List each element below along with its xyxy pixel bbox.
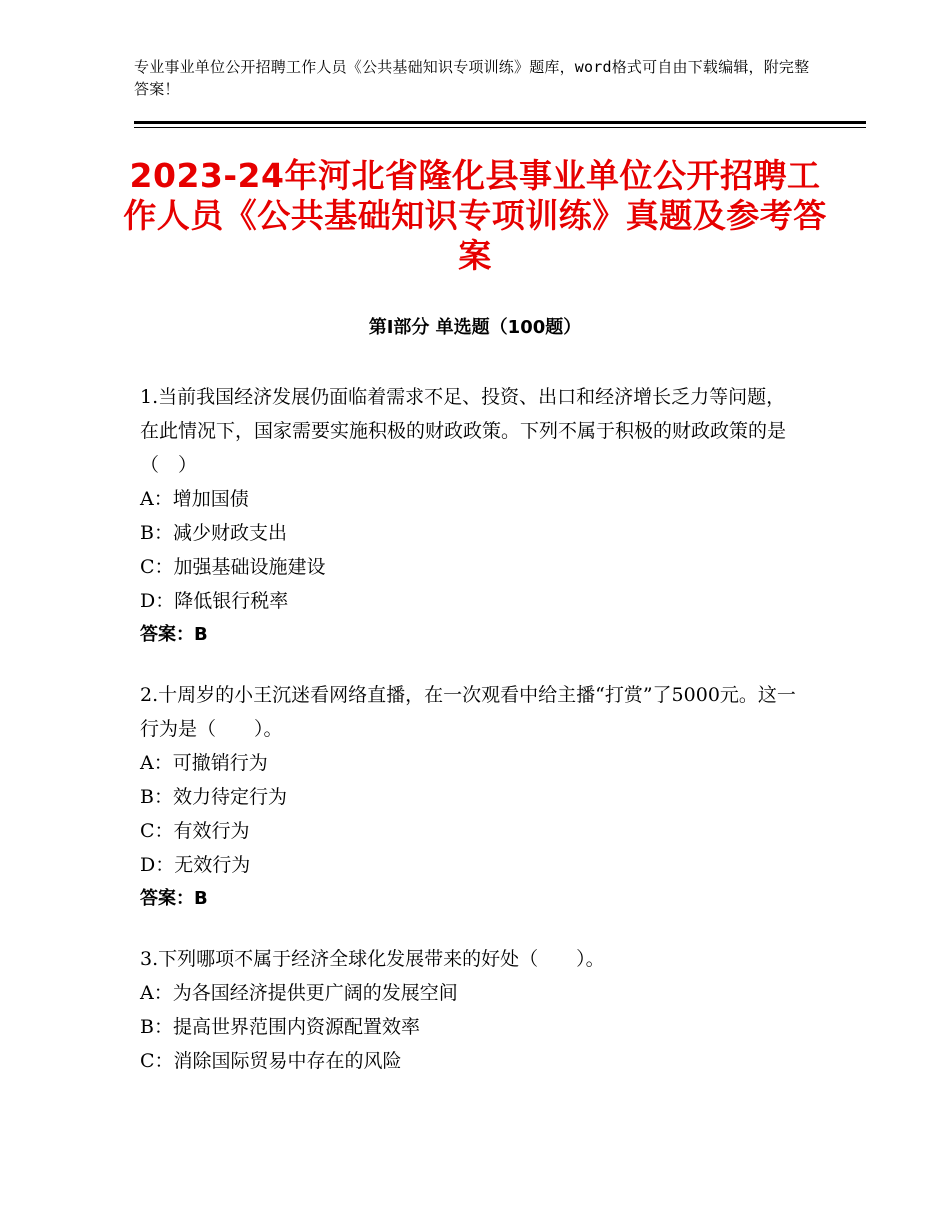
document-title: 2023-24年河北省隆化县事业单位公开招聘工作人员《公共基础知识专项训练》真题及参考答案 xyxy=(123,156,827,275)
option-c: C：有效行为 xyxy=(140,820,250,842)
option-b: B：减少财政支出 xyxy=(140,522,287,544)
question-3 xyxy=(140,942,800,1078)
option-a: A：可撤销行为 xyxy=(140,752,268,774)
answer: 答案：B xyxy=(140,888,208,909)
option-c: C：加强基础设施建设 xyxy=(140,556,326,578)
answer: 答案：B xyxy=(140,624,208,645)
question-2 xyxy=(140,678,800,916)
option-b: B：效力待定行为 xyxy=(140,786,287,808)
option-b: B：提高世界范围内资源配置效率 xyxy=(140,1016,420,1038)
option-d: D：降低银行税率 xyxy=(140,590,289,612)
question-1 xyxy=(140,380,800,652)
question-stem: 3.下列哪项不属于经济全球化发展带来的好处（ ）。 xyxy=(140,948,605,970)
header-note: 专业事业单位公开招聘工作人员《公共基础知识专项训练》题库，word格式可自由下载编辑，附完整答案！ xyxy=(134,58,810,98)
header-rule-thick xyxy=(134,121,866,124)
section-heading: 第Ⅰ部分 单选题（100题） xyxy=(368,317,582,338)
option-c: C：消除国际贸易中存在的风险 xyxy=(140,1050,402,1072)
option-a: A：增加国债 xyxy=(140,488,249,510)
option-a: A：为各国经济提供更广阔的发展空间 xyxy=(140,982,458,1004)
option-d: D：无效行为 xyxy=(140,854,251,876)
question-stem: 2.十周岁的小王沉迷看网络直播，在一次观看中给主播“打赏”了5000元。这一行为是（ ）。 xyxy=(140,684,796,740)
question-list xyxy=(140,380,800,1104)
question-stem: 1.当前我国经济发展仍面临着需求不足、投资、出口和经济增长乏力等问题，在此情况下，国家需要实施积极的财政政策。下列不属于积极的财政政策的是（ ） xyxy=(140,386,787,476)
header-rule-thin xyxy=(134,127,866,128)
